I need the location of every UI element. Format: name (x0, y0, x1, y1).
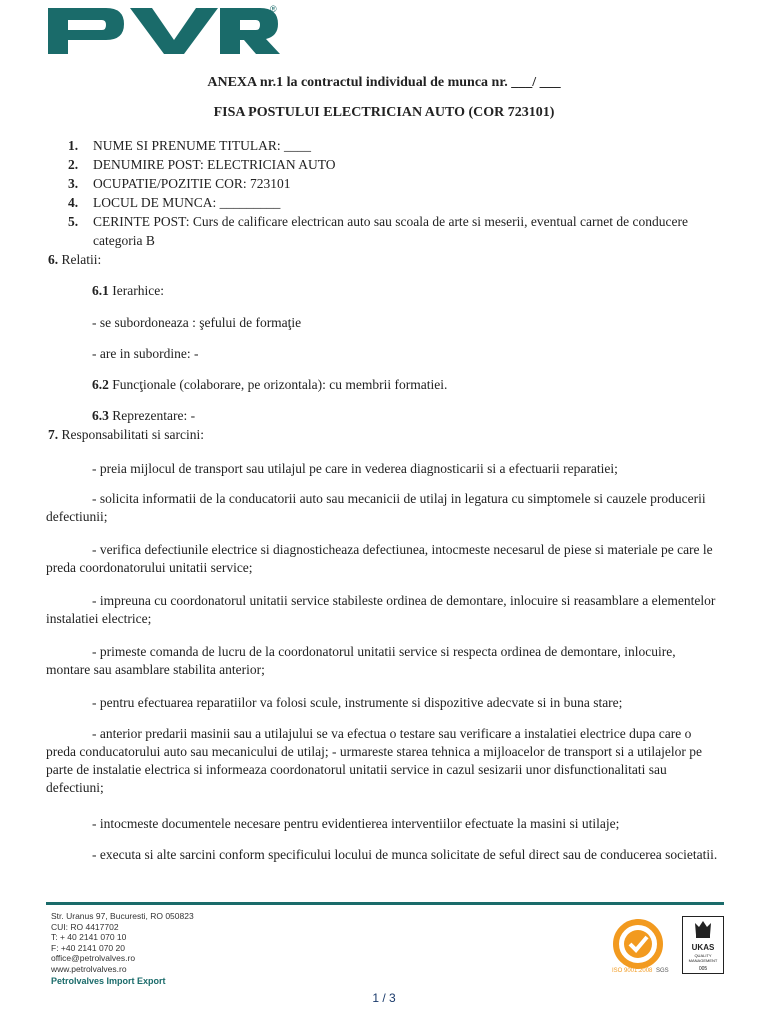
section-text: Reprezentare: - (108, 408, 196, 423)
sgs-text: SGS (656, 968, 669, 974)
page-number: 1 / 3 (372, 991, 396, 1005)
section-relatii (48, 252, 101, 268)
section-reprezentare (92, 408, 195, 424)
ukas-number: 005 (698, 966, 708, 972)
task-paragraph: - solicita informatii de la conducatorii auto sau mecanicii de utilaj in legatura cu simptomele si cauzele producerii defectiunii; (46, 491, 706, 524)
footer-divider (46, 902, 724, 905)
annex-title: ANEXA nr.1 la contractul individual de munca nr. ___/ ___ (207, 75, 561, 90)
task-paragraph: - intocmeste documentele necesare pentru evidentierea interventiilor efectuate la masini si utilaje; (92, 816, 620, 831)
list-number: 1. (68, 138, 79, 153)
subordination-line: - se subordoneaza : şefului de formaţie (92, 315, 302, 330)
section-number: 6.1 (92, 283, 109, 298)
list-text: NUME SI PRENUME TITULAR: ____ (93, 138, 312, 153)
list-item (68, 193, 728, 212)
website-link[interactable]: www.petrolvalves.ro (51, 963, 127, 974)
section-number: 6.2 (92, 377, 109, 392)
job-title: FISA POSTULUI ELECTRICIAN AUTO (COR 723101) (213, 105, 555, 120)
list-number: 5. (68, 214, 79, 229)
address-line: T: + 40 2141 070 10 (51, 932, 127, 942)
section-number: 7. (48, 427, 59, 442)
ukas-certification-icon (682, 916, 724, 974)
address-line: F: +40 2141 070 20 (51, 942, 125, 953)
task-paragraph: - preia mijlocul de transport sau utilajul pe care in vederea diagnosticarii si a efectuarii reparatiei; (92, 461, 618, 476)
list-item (68, 212, 728, 250)
list-text: OCUPATIE/POZITIE COR: 723101 (93, 176, 291, 191)
header-list (68, 136, 728, 250)
company-logo (44, 2, 284, 60)
task-paragraph: - primeste comanda de lucru de la coordonatorul unitatii service si respecta ordinea de demontare, inlocuire, montare sau asamblare stabilita anterior; (46, 644, 676, 677)
list-item (68, 155, 728, 174)
iso-certification-icon (610, 918, 670, 974)
task-paragraph: - pentru efectuarea reparatiilor va folosi scule, instrumente si dispozitive adecvate si in buna stare; (92, 695, 623, 710)
list-text: CERINTE POST: Curs de calificare electrican auto sau scoala de arte si meserii, eventual carnet de conducere categoria B (93, 214, 688, 248)
ukas-text: UKAS (691, 943, 715, 952)
ukas-sub-text: MANAGEMENT (688, 958, 718, 963)
task-paragraph: - executa si alte sarcini conform specificului locului de munca solicitate de seful direct sau de conducerea societatii. (92, 847, 718, 862)
subordinates-line: - are in subordine: - (92, 346, 199, 361)
address-line: CUI: RO 4417702 (51, 921, 119, 932)
list-number: 2. (68, 157, 79, 172)
list-number: 3. (68, 176, 79, 191)
email-link[interactable]: office@petrolvalves.ro (51, 953, 136, 963)
list-number: 4. (68, 195, 79, 210)
section-ierarhice (92, 283, 164, 299)
section-text: Funcţionale (colaborare, pe orizontala): cu membrii formatiei. (108, 377, 448, 392)
list-text: LOCUL DE MUNCA: _________ (93, 195, 281, 210)
company-name: Petrolvalves Import Export (51, 976, 166, 986)
task-paragraph: - impreuna cu coordonatorul unitatii service stabileste ordinea de demontare, inlocuire si reasamblare a elementelor instalatiei electrice; (46, 593, 716, 626)
list-text: DENUMIRE POST: ELECTRICIAN AUTO (93, 157, 336, 172)
section-number: 6. (48, 252, 59, 267)
section-text: Ierarhice: (108, 283, 164, 298)
task-paragraph: - anterior predarii masinii sau a utilajului se va efectua o testare sau verificare a instalatiei electrice dupa care o preda conducatorului auto sau mecanicului de utilaj; - urmareste starea tehnica a mijloacelor de transport si a utilajelor pe parte de instalatie electrica si informeaza coordonatorul unitatii service in cazul sesizarii unor disfunctionalitati sau defectiuni; (46, 726, 702, 795)
list-item (68, 174, 728, 193)
section-number: 6.3 (92, 408, 109, 423)
ukas-sub-text: QUALITY (694, 953, 712, 958)
address-line: Str. Uranus 97, Bucuresti, RO 050823 (51, 911, 194, 921)
registered-mark: ® (270, 4, 277, 14)
section-responsabilitati (48, 427, 204, 443)
iso-text: ISO 9001:2008 (612, 968, 653, 974)
section-text: Responsabilitati si sarcini: (58, 427, 204, 442)
task-paragraph: - verifica defectiunile electrice si diagnosticheaza defectiunea, intocmeste necesarul de piese si materiale pe care le preda coordonatorului unitatii service; (46, 542, 713, 575)
section-functionale (92, 377, 447, 393)
section-text: Relatii: (58, 252, 102, 267)
list-item (68, 136, 728, 155)
footer-address (51, 911, 194, 987)
